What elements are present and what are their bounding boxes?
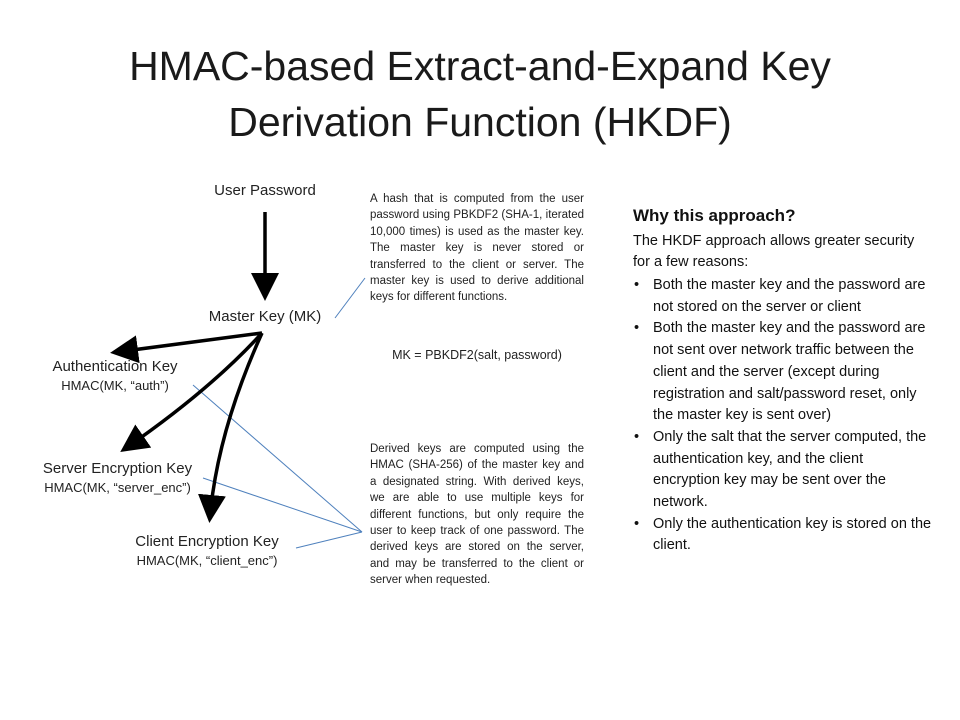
- auth-key-label: Authentication Key: [52, 358, 178, 375]
- why-bullet-list: [633, 275, 933, 557]
- client-key-node: [112, 533, 302, 568]
- server-key-formula: HMAC(MK, “server_enc”): [44, 480, 191, 495]
- auth-key-formula: HMAC(MK, “auth”): [61, 378, 169, 393]
- why-intro: The HKDF approach allows greater security for a few reasons:: [633, 233, 915, 270]
- why-section: [633, 206, 933, 557]
- master-key-node: Master Key (MK): [208, 308, 322, 325]
- user-password-node: User Password: [214, 182, 316, 199]
- server-key-label: Server Encryption Key: [42, 460, 193, 477]
- callout-line-client-key: [296, 532, 362, 548]
- why-title: Why this approach?: [633, 206, 796, 225]
- auth-key-node: [20, 358, 210, 393]
- client-key-formula: HMAC(MK, “client_enc”): [136, 553, 278, 568]
- why-bullet: • Only the salt that the server computed, the authentication key, and the client encryption key may be sent over the network.: [653, 427, 933, 514]
- master-key-note: A hash that is computed from the user password using PBKDF2 (SHA-1, iterated 10,000 times) is used as the master key. The master key is never stored or transferred to the client or server. The master key is used to derive additional keys for different functions.: [370, 193, 584, 304]
- client-key-label: Client Encryption Key: [135, 533, 279, 550]
- arrow-mk-to-auth: [117, 333, 262, 352]
- derived-keys-note: Derived keys are computed using the HMAC (SHA-256) of the master key and a designated string. With derived keys, we are able to use multiple keys for different functions, but only require the user to keep track of one password. The derived keys are stored on the server, and may be transferred to the client or server when requested.: [370, 443, 584, 587]
- why-bullet: • Both the master key and the password are not stored on the server or client: [653, 275, 933, 318]
- why-bullet: • Only the authentication key is stored on the client.: [653, 514, 933, 557]
- title-line-1: HMAC-based Extract-and-Expand Key: [129, 43, 831, 89]
- why-bullet: • Both the master key and the password are not sent over network traffic between the client and the server (except during registration and salt/password reset, only the master key is sent over): [653, 318, 933, 427]
- master-key-formula: MK = PBKDF2(salt, password): [392, 348, 562, 362]
- server-key-node: [15, 460, 220, 495]
- callout-line-server-key: [203, 478, 362, 532]
- title-line-2: Derivation Function (HKDF): [228, 99, 732, 145]
